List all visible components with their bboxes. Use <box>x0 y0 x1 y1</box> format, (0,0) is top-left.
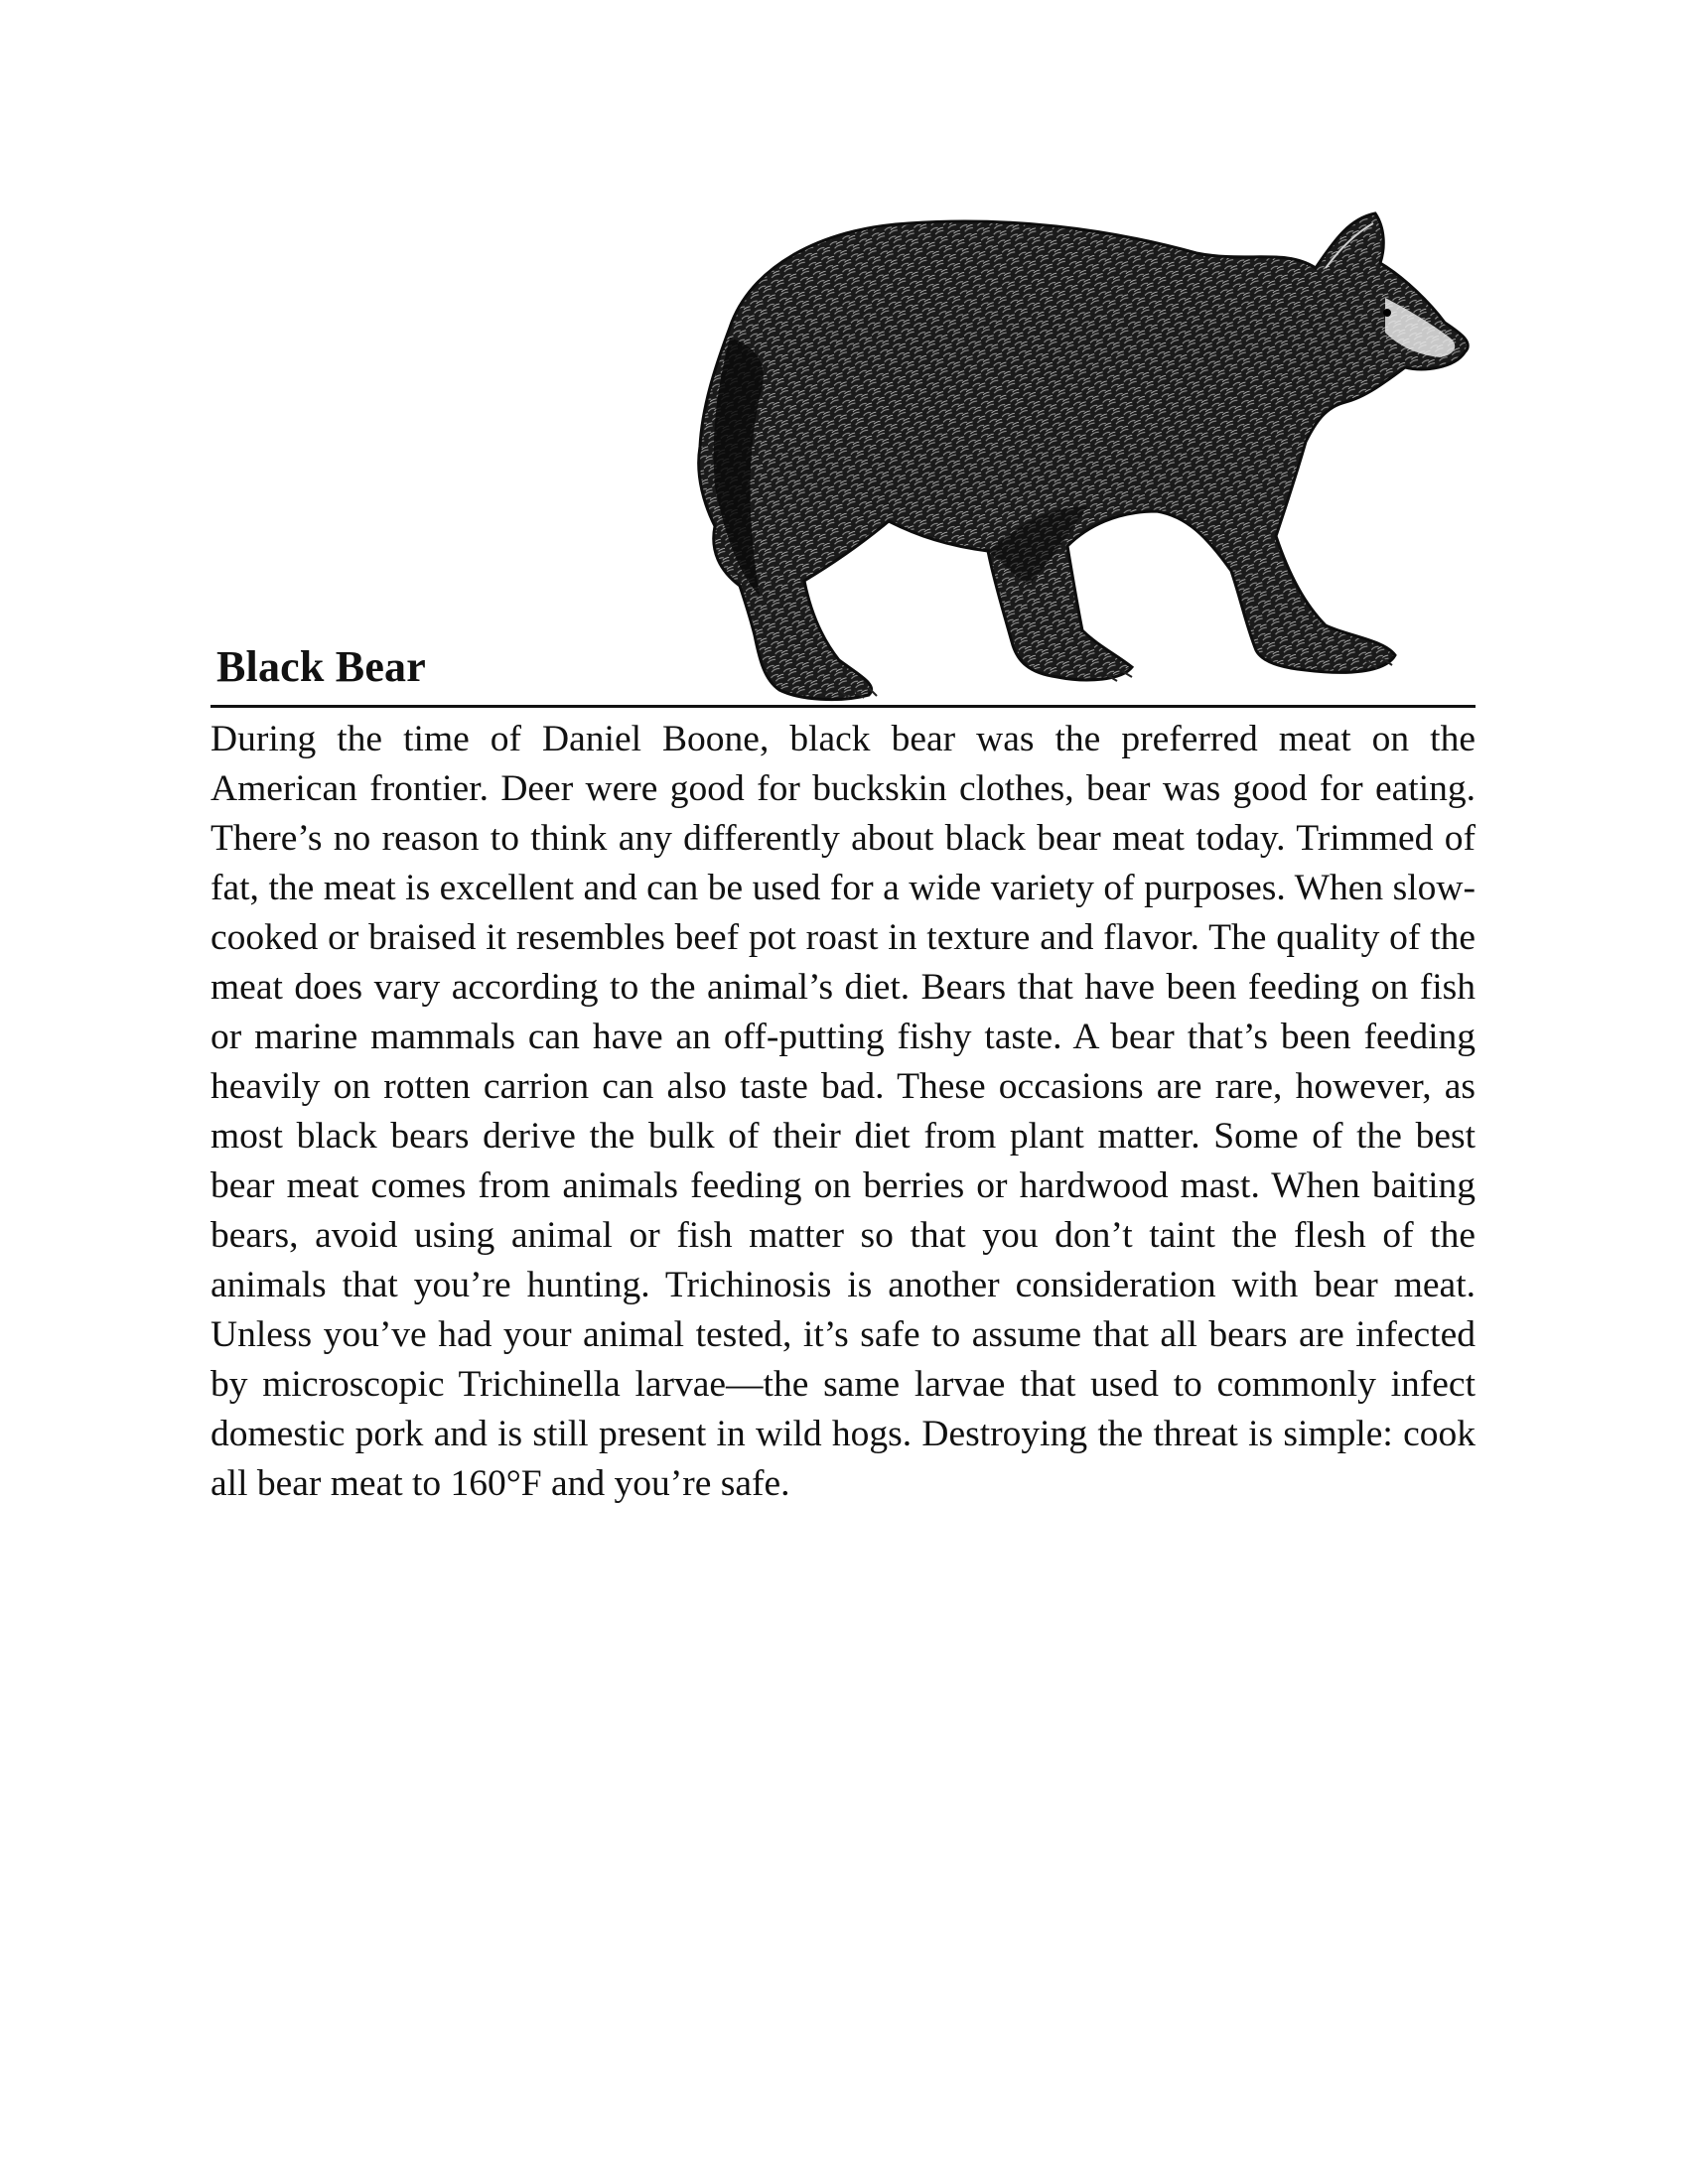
article-body: During the time of Daniel Boone, black bear was the preferred meat on the American frontier. Deer were good for buckskin clothes, bear was good for eating. There’s no reason to think any differently about black bear meat today. Trimmed of fat, the meat is excellent and can be used for a wide variety of purposes. When slow-cooked or braised it resembles beef pot roast in texture and flavor. The quality of the meat does vary according to the animal’s diet. Bears that have been feeding on fish or marine mammals can have an off-putting fishy taste. A bear that’s been feeding heavily on rotten carrion can also taste bad. These occasions are rare, however, as most black bears derive the bulk of their diet from plant matter. Some of the best bear meat comes from animals feeding on berries or hardwood mast. When baiting bears, avoid using animal or fish matter so that you don’t taint the flesh of the animals that you’re hunting. Trichinosis is another consideration with bear meat. Unless you’ve had your animal tested, it’s safe to assume that all bears are infected by microscopic Trichinella larvae—the same larvae that used to commonly infect domestic pork and is still present in wild hogs. Destroying the threat is simple: cook all bear meat to 160°F and you’re safe. <box>211 719 1476 1504</box>
article-title: Black Bear <box>216 642 426 691</box>
black-bear-illustration <box>690 208 1475 705</box>
black-bear-icon <box>690 208 1475 705</box>
title-divider <box>211 705 1476 708</box>
